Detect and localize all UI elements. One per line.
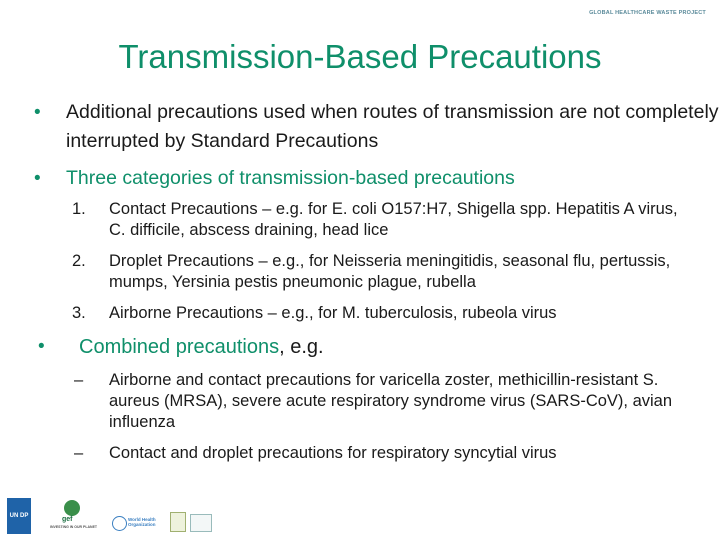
- item-number: 3.: [72, 304, 86, 322]
- gef-emblem-icon: [64, 500, 80, 516]
- item-text: Droplet Precautions – e.g., for Neisseria meningitidis, seasonal flu, pertussis, mumps, Yersinia pestis pneumonic plague, rubella: [109, 252, 671, 291]
- dash-text: Airborne and contact precautions for varicella zoster, methicillin-resistant S. aureus (MRSA), severe acute respiratory syndrome virus (SARS-CoV), avian influenza: [109, 371, 673, 431]
- bullet-text: Three categories of transmission-based precautions: [66, 167, 515, 189]
- numbered-item: [0, 251, 720, 293]
- undp-logo: UN DP: [7, 498, 31, 534]
- item-number: 1.: [72, 200, 86, 218]
- bullet-list: [0, 98, 720, 464]
- combined-highlight: Combined precautions: [79, 336, 280, 358]
- footer-logos: [0, 494, 720, 540]
- bullet-item-combined: [0, 334, 720, 360]
- combined-rest: , e.g.: [279, 336, 324, 358]
- numbered-item: [0, 199, 720, 241]
- bullet-item: [0, 98, 720, 156]
- bullet-icon: •: [34, 168, 41, 189]
- bullet-text: Additional precautions used when routes of transmission are not completely interrupted by Standard Precautions: [66, 101, 719, 152]
- gef-logo: gef INVESTING IN OUR PLANET: [50, 500, 120, 532]
- bullet-item: [0, 164, 720, 193]
- numbered-item: [0, 303, 720, 324]
- dash-marker: –: [74, 444, 84, 462]
- item-text: Airborne Precautions – e.g., for M. tuberculosis, rubeola virus: [109, 304, 557, 322]
- who-logo: World Health Organization: [112, 514, 164, 532]
- bullet-icon: •: [38, 336, 45, 357]
- item-number: 2.: [72, 252, 86, 270]
- dash-marker: –: [74, 371, 84, 389]
- university-logo: [170, 512, 186, 532]
- who-emblem-icon: [112, 516, 127, 531]
- project-logo: GLOBAL HEALTHCARE WASTE PROJECT: [589, 10, 706, 16]
- slide-title: Transmission-Based Precautions: [118, 38, 602, 75]
- dash-item: [0, 370, 720, 433]
- numbered-list: [0, 199, 720, 324]
- dash-text: Contact and droplet precautions for respiratory syncytial virus: [109, 444, 557, 462]
- partner-logo: [190, 514, 212, 532]
- item-text: Contact Precautions – e.g. for E. coli O157:H7, Shigella spp. Hepatitis A virus, C. difficile, abscess draining, head lice: [109, 200, 678, 239]
- bullet-icon: •: [34, 102, 41, 123]
- dash-item: [0, 443, 720, 464]
